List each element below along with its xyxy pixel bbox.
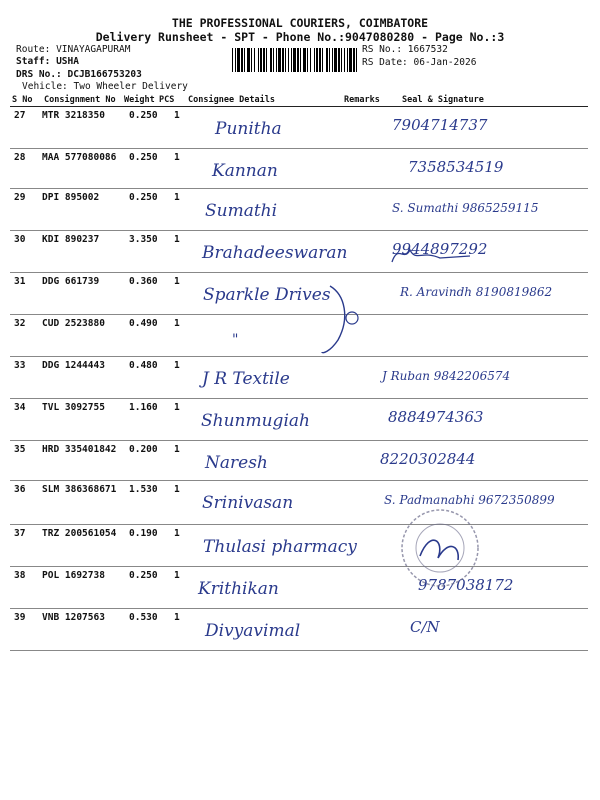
cell-sno: 37 bbox=[14, 528, 26, 539]
cell-sno: 28 bbox=[14, 152, 26, 163]
cell-pcs: 1 bbox=[174, 276, 180, 287]
signature-handwritten: S. Sumathi 9865259115 bbox=[392, 201, 539, 215]
signature-scribble bbox=[420, 540, 458, 560]
signature-handwritten: 9944897292 bbox=[392, 240, 488, 258]
runsheet-subtitle: Delivery Runsheet - SPT - Phone No.:9047080280 - Page No.:3 bbox=[95, 30, 505, 44]
signature-handwritten: 8884974363 bbox=[388, 408, 484, 426]
col-weight: Weight bbox=[124, 95, 155, 105]
cell-sno: 29 bbox=[14, 192, 26, 203]
cell-weight: 3.350 bbox=[129, 234, 158, 245]
signature-handwritten: S. Padmanabhi 9672350899 bbox=[384, 493, 555, 507]
cell-pcs: 1 bbox=[174, 318, 180, 329]
col-remarks: Remarks bbox=[344, 95, 380, 105]
cell-sno: 36 bbox=[14, 484, 26, 495]
drs-line: DRS No.: DCJB166753203 bbox=[16, 69, 142, 80]
cell-sno: 30 bbox=[14, 234, 26, 245]
cell-cons: HRD 335401842 bbox=[42, 444, 117, 455]
cell-weight: 0.190 bbox=[129, 528, 158, 539]
scribble-circle bbox=[346, 312, 358, 324]
consignee-handwritten-name: Brahadeeswaran bbox=[202, 243, 348, 263]
cell-pcs: 1 bbox=[174, 570, 180, 581]
consignee-handwritten-name: Thulasi pharmacy bbox=[203, 537, 357, 557]
signature-handwritten: 8220302844 bbox=[380, 450, 476, 468]
cell-cons: DDG 1244443 bbox=[42, 360, 105, 371]
signature-handwritten: C/N bbox=[410, 618, 440, 636]
cell-weight: 1.530 bbox=[129, 484, 158, 495]
consignee-handwritten-name: Kannan bbox=[212, 161, 278, 181]
col-consignee: Consignee Details bbox=[188, 95, 275, 105]
cell-cons: KDI 890237 bbox=[42, 234, 100, 245]
consignee-handwritten-name: Naresh bbox=[205, 453, 268, 473]
cell-weight: 0.250 bbox=[129, 192, 158, 203]
consignee-handwritten-name: Punitha bbox=[215, 119, 282, 139]
signature-handwritten: R. Aravindh 8190819862 bbox=[400, 285, 553, 299]
cell-pcs: 1 bbox=[174, 528, 180, 539]
consignee-handwritten-name: Srinivasan bbox=[202, 493, 294, 513]
signature-handwritten: 7358534519 bbox=[408, 158, 504, 176]
cell-cons: SLM 386368671 bbox=[42, 484, 117, 495]
vehicle-line: Vehicle: Two Wheeler Delivery bbox=[22, 81, 188, 92]
col-consignment: Consignment No bbox=[44, 95, 116, 105]
cell-cons: MTR 3218350 bbox=[42, 110, 105, 121]
cell-cons: TRZ 200561054 bbox=[42, 528, 117, 539]
cell-weight: 0.480 bbox=[129, 360, 158, 371]
cell-sno: 32 bbox=[14, 318, 26, 329]
col-seal-signature: Seal & Signature bbox=[402, 95, 484, 105]
cell-sno: 35 bbox=[14, 444, 26, 455]
cell-sno: 39 bbox=[14, 612, 26, 623]
cell-cons: DDG 661739 bbox=[42, 276, 100, 287]
cell-sno: 31 bbox=[14, 276, 26, 287]
cell-weight: 0.200 bbox=[129, 444, 158, 455]
consignee-handwritten-name: J R Textile bbox=[202, 369, 290, 389]
consignee-handwritten-name: Shunmugiah bbox=[201, 411, 310, 431]
cell-weight: 0.360 bbox=[129, 276, 158, 287]
cell-pcs: 1 bbox=[174, 192, 180, 203]
cell-sno: 33 bbox=[14, 360, 26, 371]
cell-weight: 0.250 bbox=[129, 570, 158, 581]
cell-cons: DPI 895002 bbox=[42, 192, 100, 203]
signature-handwritten: J Ruban 9842206574 bbox=[382, 369, 511, 383]
staff-line: Staff: USHA bbox=[16, 56, 79, 67]
route-line: Route: VINAYAGAPURAM bbox=[16, 44, 131, 55]
consignee-handwritten-name: Krithikan bbox=[198, 579, 279, 599]
signature-handwritten: 7904714737 bbox=[392, 116, 488, 134]
cell-pcs: 1 bbox=[174, 110, 180, 121]
consignee-handwritten-name: Sumathi bbox=[205, 201, 278, 221]
cell-pcs: 1 bbox=[174, 612, 180, 623]
cell-pcs: 1 bbox=[174, 152, 180, 163]
col-sno: S No bbox=[12, 95, 33, 105]
cell-cons: MAA 577080086 bbox=[42, 152, 117, 163]
company-title: THE PROFESSIONAL COURIERS, COIMBATORE bbox=[171, 16, 429, 30]
cell-cons: CUD 2523880 bbox=[42, 318, 105, 329]
consignee-handwritten-name: Divyavimal bbox=[205, 621, 301, 641]
cell-pcs: 1 bbox=[174, 402, 180, 413]
signature-handwritten: 9787038172 bbox=[418, 576, 514, 594]
ditto-mark: " bbox=[232, 332, 239, 348]
cell-sno: 34 bbox=[14, 402, 26, 413]
cell-pcs: 1 bbox=[174, 234, 180, 245]
cell-cons: VNB 1207563 bbox=[42, 612, 105, 623]
cell-weight: 0.250 bbox=[129, 152, 158, 163]
cell-cons: POL 1692738 bbox=[42, 570, 105, 581]
cell-weight: 0.490 bbox=[129, 318, 158, 329]
cell-pcs: 1 bbox=[174, 484, 180, 495]
rs-number-line: RS No.: 1667532 bbox=[362, 44, 448, 55]
cell-weight: 0.530 bbox=[129, 612, 158, 623]
cell-pcs: 1 bbox=[174, 360, 180, 371]
cell-sno: 38 bbox=[14, 570, 26, 581]
cell-sno: 27 bbox=[14, 110, 26, 121]
col-pcs: PCS bbox=[159, 95, 175, 105]
rs-date-line: RS Date: 06-Jan-2026 bbox=[362, 57, 477, 68]
cell-cons: TVL 3092755 bbox=[42, 402, 105, 413]
consignee-handwritten-name: Sparkle Drives bbox=[203, 285, 331, 305]
cell-weight: 1.160 bbox=[129, 402, 158, 413]
cell-weight: 0.250 bbox=[129, 110, 158, 121]
cell-pcs: 1 bbox=[174, 444, 180, 455]
